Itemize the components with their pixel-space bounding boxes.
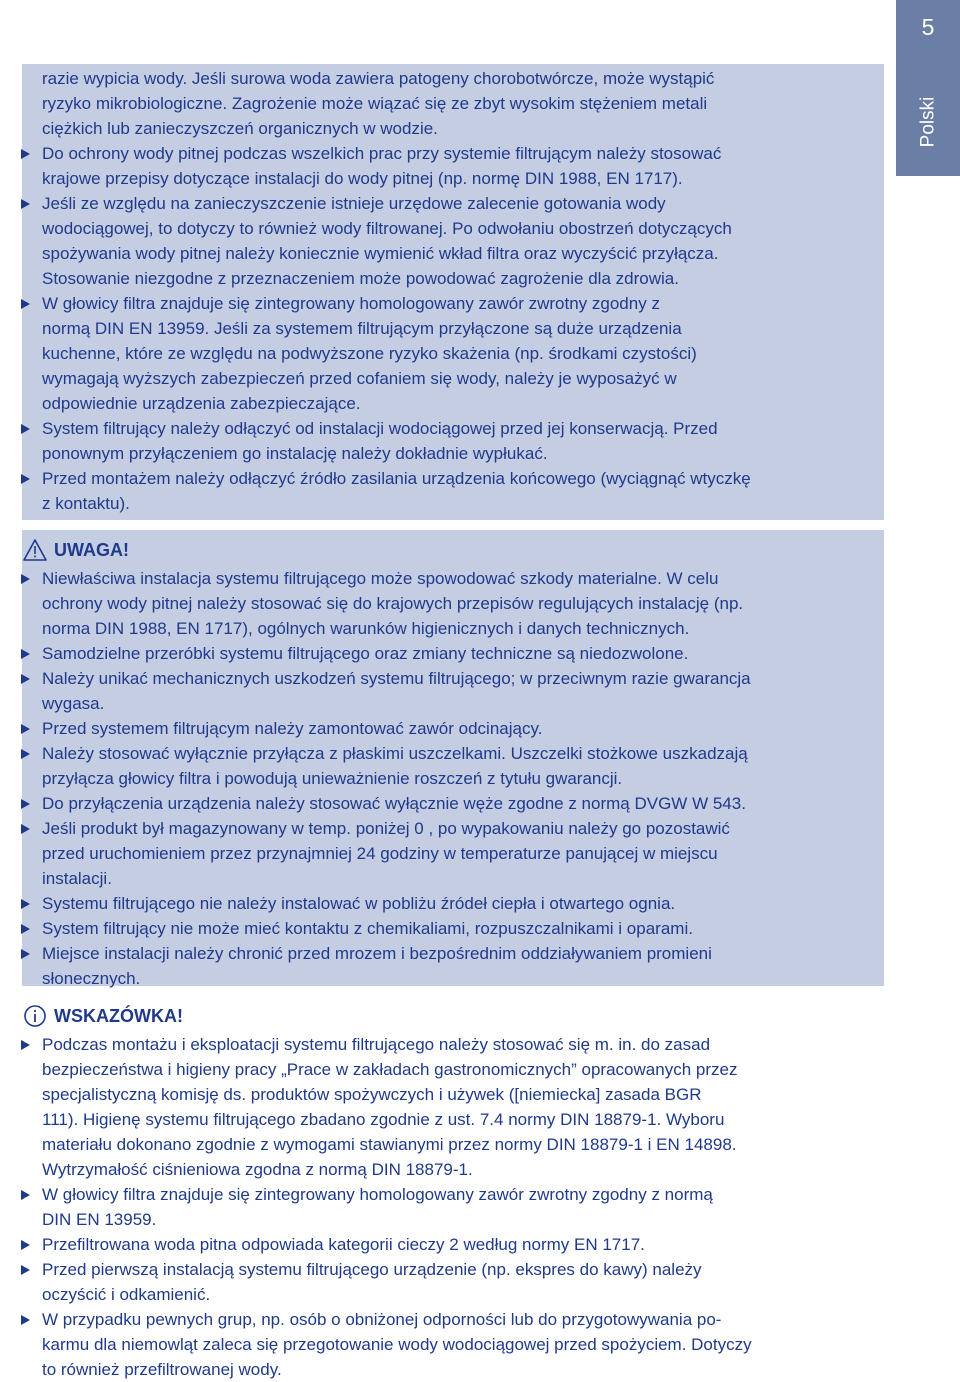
list-item — [42, 1307, 884, 1382]
list-item — [42, 566, 884, 641]
warning-section — [22, 530, 884, 986]
bullet-triangle-icon — [21, 299, 30, 309]
list-item-line: specjalistyczną komisję ds. produktów spożywczych i używek ([niemiecka] zasada BGR — [42, 1085, 702, 1104]
list-item-line: Miejsce instalacji należy chronić przed mrozem i bezpośrednim oddziaływaniem promieni — [42, 944, 712, 963]
bullet-triangle-icon — [21, 924, 30, 934]
list-item-line: System filtrujący nie może mieć kontaktu z chemikaliami, rozpuszczalnikami i oparami. — [42, 919, 693, 938]
warning-content — [32, 566, 884, 991]
bullet-triangle-icon — [21, 949, 30, 959]
list-item-line: wymagają wyższych zabezpieczeń przed cofaniem się wody, należy je wyposażyć w — [42, 369, 677, 388]
list-item-line: Przed pierwszą instalacją systemu filtrującego urządzenie (np. ekspres do kawy) należy — [42, 1260, 702, 1279]
note-section — [22, 996, 884, 1379]
bullet-triangle-icon — [21, 1040, 30, 1050]
list-item-line: Przefiltrowana woda pitna odpowiada kategorii cieczy 2 według normy EN 1717. — [42, 1235, 645, 1254]
bullet-triangle-icon — [21, 674, 30, 684]
list-item-line: spożywania wody pitnej należy koniecznie wymienić wkład filtra oraz wyczyścić przyłącza. — [42, 244, 719, 263]
note-content — [32, 1032, 884, 1382]
list-item-line: Jeśli ze względu na zanieczyszczenie istnieje urzędowe zalecenie gotowania wody — [42, 194, 666, 213]
intro-line: ryzyko mikrobiologiczne. Zagrożenie może wiązać się ze zbyt wysokim stężeniem metali — [42, 94, 708, 113]
list-item-line: System filtrujący należy odłączyć od instalacji wodociągowej przed jej konserwacją. Przed — [42, 419, 718, 438]
bullet-triangle-icon — [21, 649, 30, 659]
list-item-line: odpowiednie urządzenia zabezpieczające. — [42, 394, 361, 413]
list-item — [42, 716, 884, 741]
list-item — [42, 291, 884, 416]
warning-heading — [22, 536, 884, 564]
list-item-line: materiału dokonano zgodnie z wymogami stawianymi przez normy DIN 18879-1 i EN 14898. — [42, 1135, 737, 1154]
list-item — [42, 416, 884, 466]
bullet-triangle-icon — [21, 1240, 30, 1250]
list-item-line: Niewłaściwa instalacja systemu filtrującego może spowodować szkody materialne. W celu — [42, 569, 719, 588]
list-item-line: to również przefiltrowanej wody. — [42, 1360, 282, 1379]
list-item-line: Systemu filtrującego nie należy instalować w pobliżu źródeł ciepła i otwartego ognia. — [42, 894, 676, 913]
list-item — [42, 1182, 884, 1232]
list-item — [42, 666, 884, 716]
list-item-line: Do przyłączenia urządzenia należy stosować wyłącznie węże zgodne z normą DVGW W 543. — [42, 794, 746, 813]
list-item-line: Do ochrony wody pitnej podczas wszelkich prac przy systemie filtrującym należy stosować — [42, 144, 722, 163]
bullet-triangle-icon — [21, 149, 30, 159]
list-item-line: kuchenne, które ze względu na podwyższone ryzyko skażenia (np. środkami czystości) — [42, 344, 697, 363]
bullet-triangle-icon — [21, 1190, 30, 1200]
list-item-line: wygasa. — [42, 694, 105, 713]
language-label: Polski — [917, 96, 938, 148]
list-item — [42, 816, 884, 891]
page-tab — [896, 0, 960, 176]
list-item — [42, 1257, 884, 1307]
list-item — [42, 916, 884, 941]
page-number: 5 — [921, 14, 935, 40]
list-item-line: wodociągowej, to dotyczy to również wody filtrowanej. Po odwołaniu obostrzeń dotyczących — [42, 219, 732, 238]
language-label-wrap — [900, 92, 956, 152]
warning-triangle-icon — [22, 538, 48, 562]
bullet-triangle-icon — [21, 799, 30, 809]
list-item-line: Jeśli produkt był magazynowany w temp. poniżej 0 , po wypakowaniu należy go pozostawić — [42, 819, 730, 838]
list-item-line: karmu dla niemowląt zaleca się przegotowanie wody wodociągowej przed spożyciem. Dotyczy — [42, 1335, 752, 1354]
bullet-triangle-icon — [21, 1315, 30, 1325]
bullet-triangle-icon — [21, 474, 30, 484]
list-item-line: Stosowanie niezgodne z przeznaczeniem może powodować zagrożenie dla zdrowia. — [42, 269, 679, 288]
list-item-line: normą DIN EN 13959. Jeśli za systemem filtrującym przyłączone są duże urządzenia — [42, 319, 682, 338]
list-item — [42, 891, 884, 916]
list-item — [42, 641, 884, 666]
bullet-triangle-icon — [21, 574, 30, 584]
list-item — [42, 1232, 884, 1257]
list-item — [42, 191, 884, 291]
safety-section — [22, 64, 884, 520]
bullet-triangle-icon — [21, 424, 30, 434]
list-item-line: bezpieczeństwa i higieny pracy „Prace w zakładach gastronomicznych” opracowanych przez — [42, 1060, 738, 1079]
intro-line: ciężkich lub zanieczyszczeń organicznych w wodzie. — [42, 119, 438, 138]
bullet-triangle-icon — [21, 724, 30, 734]
note-title: WSKAZÓWKA! — [54, 1005, 183, 1026]
note-heading — [22, 1002, 884, 1030]
list-item-line: Należy stosować wyłącznie przyłącza z płaskimi uszczelkami. Uszczelki stożkowe uszkadzają — [42, 744, 748, 763]
safety-content — [32, 66, 884, 516]
intro-line: razie wypicia wody. Jeśli surowa woda zawiera patogeny chorobotwórcze, może wystąpić — [42, 69, 715, 88]
list-item-line: ponownym przyłączeniem go instalację należy dokładnie wypłukać. — [42, 444, 548, 463]
list-item-line: Należy unikać mechanicznych uszkodzeń systemu filtrującego; w przeciwnym razie gwarancja — [42, 669, 751, 688]
bullet-triangle-icon — [21, 199, 30, 209]
bullet-triangle-icon — [21, 1265, 30, 1275]
info-circle-icon — [22, 1004, 48, 1028]
list-item-line: krajowe przepisy dotyczące instalacji do wody pitnej (np. normę DIN 1988, EN 1717). — [42, 169, 683, 188]
list-item-line: Podczas montażu i eksploatacji systemu filtrującego należy stosować się m. in. do zasad — [42, 1035, 711, 1054]
list-item-line: przyłącza głowicy filtra i powodują unieważnienie roszczeń z tytułu gwarancji. — [42, 769, 623, 788]
list-item-line: 111). Higienę systemu filtrującego zbadano zgodnie z ust. 7.4 normy DIN 18879-1. Wyboru — [42, 1110, 725, 1129]
list-item-line: przed uruchomieniem przez przynajmniej 24 godziny w temperaturze panującej w miejscu — [42, 844, 718, 863]
list-item — [42, 141, 884, 191]
bullet-triangle-icon — [21, 749, 30, 759]
list-item-line: instalacji. — [42, 869, 112, 888]
list-item-line: norma DIN 1988, EN 1717), ogólnych warunków higienicznych i danych technicznych. — [42, 619, 690, 638]
list-item — [42, 466, 884, 516]
list-item-line: W przypadku pewnych grup, np. osób o obniżonej odporności lub do przygotowywania po- — [42, 1310, 722, 1329]
list-item-line: z kontaktu). — [42, 494, 130, 513]
list-item-line: W głowicy filtra znajduje się zintegrowany homologowany zawór zwrotny zgodny z — [42, 294, 660, 313]
list-item-line: słonecznych. — [42, 969, 141, 988]
list-item-line: Samodzielne przeróbki systemu filtrującego oraz zmiany techniczne są niedozwolone. — [42, 644, 689, 663]
list-item-line: Wytrzymałość ciśnieniowa zgodna z normą DIN 18879-1. — [42, 1160, 473, 1179]
list-item-line: oczyścić i odkamienić. — [42, 1285, 211, 1304]
list-item — [42, 1032, 884, 1182]
warning-title: UWAGA! — [54, 539, 129, 560]
list-item-line: Przed montażem należy odłączyć źródło zasilania urządzenia końcowego (wyciągnąć wtyczkę — [42, 469, 751, 488]
list-item — [42, 741, 884, 791]
list-item — [42, 941, 884, 991]
list-item-line: DIN EN 13959. — [42, 1210, 157, 1229]
list-item-line: Przed systemem filtrującym należy zamontować zawór odcinający. — [42, 719, 543, 738]
bullet-triangle-icon — [21, 824, 30, 834]
list-item-line: W głowicy filtra znajduje się zintegrowany homologowany zawór zwrotny zgodny z normą — [42, 1185, 713, 1204]
bullet-triangle-icon — [21, 899, 30, 909]
list-item-line: ochrony wody pitnej należy stosować się do krajowych przepisów regulujących instalację (np. — [42, 594, 744, 613]
list-item — [42, 791, 884, 816]
